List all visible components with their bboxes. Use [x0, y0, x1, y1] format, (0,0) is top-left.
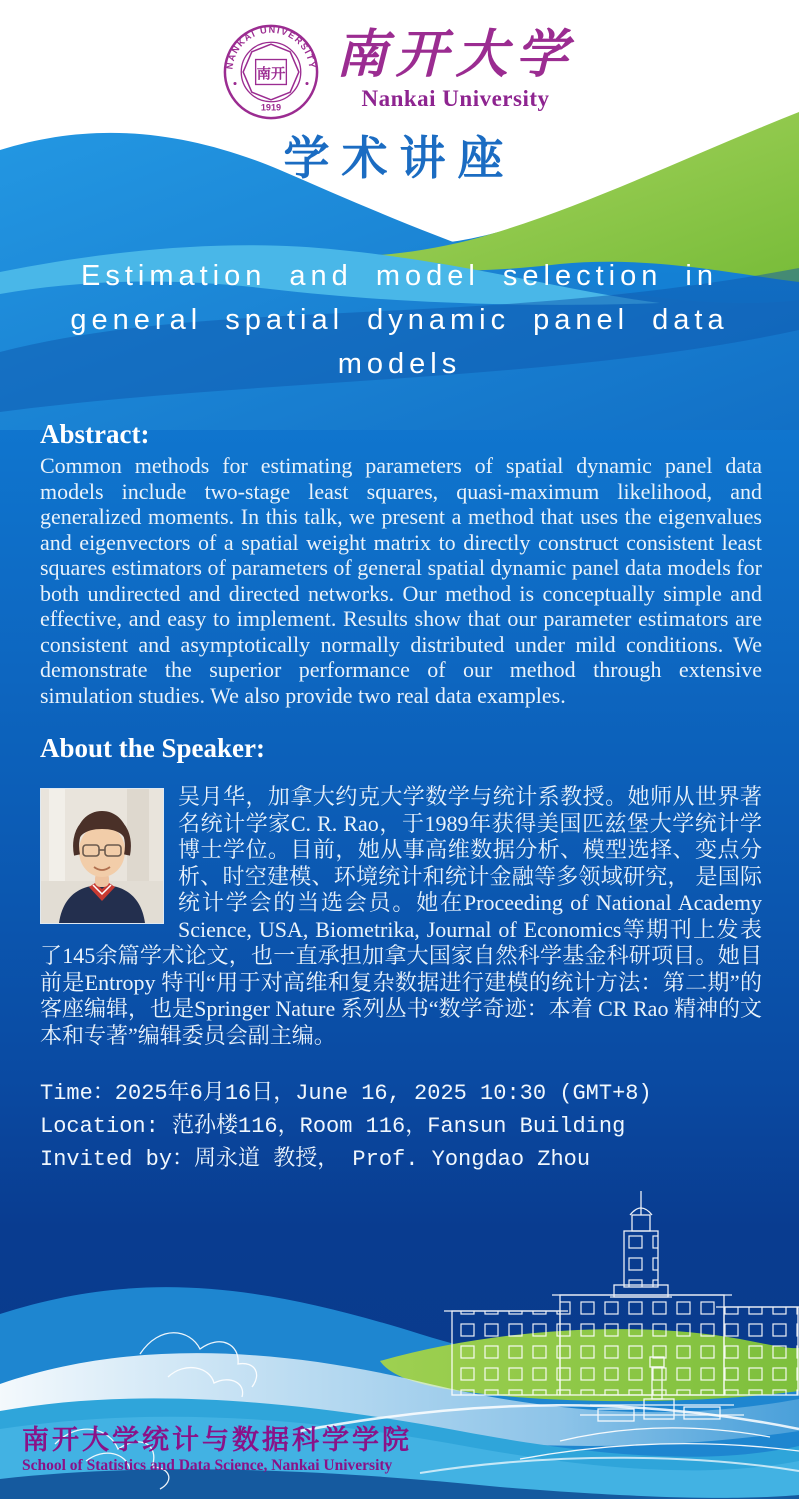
poster-body	[40, 418, 762, 1176]
speaker-bio	[40, 784, 762, 1049]
event-details	[40, 1077, 762, 1176]
university-name-en: Nankai University	[361, 86, 550, 111]
lecture-title-line2: general spatial dynamic panel data models	[70, 304, 729, 380]
lecture-title	[0, 254, 799, 386]
speaker-photo	[40, 788, 164, 924]
speaker-bio-text: 吴月华，加拿大约克大学数学与统计系教授。她师从世界著名统计学家C. R. Rao，于1989年获得美国匹兹堡大学统计学博士学位。目前，她从事高维数据分析、模型选择、变点分析、时空建模、环境统计和统计金融等多领域研究， 是国际统计学会的当选会员。她在Proceeding of National Academy Science, USA, Biometrika, Journal of Economics等期刊上发表了145余篇学术论文，也一直承担加拿大国家自然科学基金科研项目。她目前是Entropy 特刊“用于对高维和复杂数据进行建模的统计方法：第二期”的客座编辑，也是Springer Nature 系列丛书“数学奇迹：本着 CR Rao 精神的文本和专著”编辑委员会副主编。	[40, 784, 762, 1048]
event-time: Time：2025年6月16日，June 16, 2025 10:30 (GMT+8)	[40, 1081, 652, 1106]
abstract-heading: Abstract:	[40, 419, 150, 449]
lecture-title-line1: Estimation and model selection in	[80, 260, 718, 292]
event-invited-by: Invited by：周永道 教授， Prof. Yongdao Zhou	[40, 1147, 591, 1172]
university-seal-icon	[223, 24, 319, 120]
university-logo	[0, 24, 799, 120]
footer-school-en: School of Statistics and Data Science, Nankai University	[22, 1457, 393, 1474]
svg-text:NANKAI UNIVERSITY	[225, 25, 318, 70]
footer	[22, 1424, 412, 1476]
seal-ring-text: NANKAI UNIVERSITY	[224, 24, 318, 70]
university-wordmark	[335, 24, 575, 112]
speaker-heading: About the Speaker:	[40, 733, 266, 763]
footer-school-cn: 南开大学统计与数据科学学院	[22, 1425, 412, 1455]
university-calligraphy: 南开大学	[335, 24, 576, 85]
lecture-series-title: 学术讲座	[283, 133, 516, 184]
abstract-text: Common methods for estimating parameters of spatial dynamic panel data models include two-stage least squares, quasi-maximum likelihood, and generalized moments. In this talk, we present a method that uses the eigenvalues and eigenvectors of a spatial weight matrix to directly construct consistent least squares estimators of parameters of general spatial dynamic panel data models for both undirected and directed networks. Our method is conceptually simple and effective, and easy to implement. Results show that our parameter estimators are consistent and asymptotically normally distributed under mild conditions. We demonstrate the superior performance of our method through extensive simulation studies. We also provide two real data examples.	[40, 453, 762, 708]
seal-center-text: 南开	[257, 65, 286, 83]
seal-year: 1919	[261, 102, 282, 113]
event-location: Location: 范孙楼116，Room 116，Fansun Building	[40, 1114, 626, 1139]
